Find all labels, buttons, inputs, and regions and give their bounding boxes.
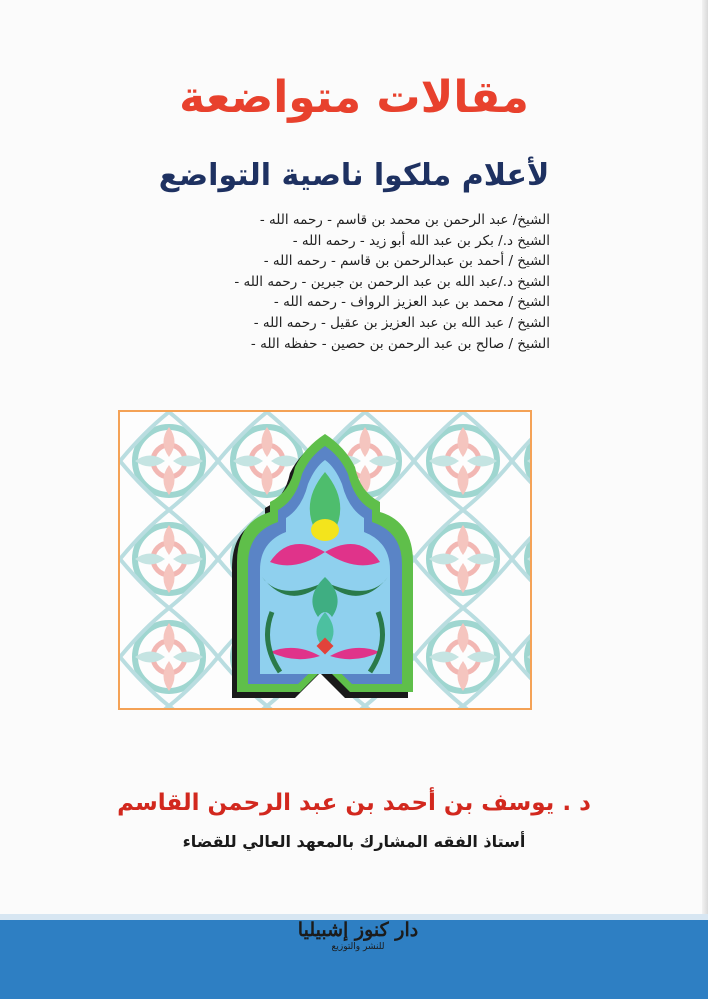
arabesque-artwork	[118, 410, 532, 710]
publisher-tagline: للنشر والتوزيع	[331, 942, 385, 952]
publisher-name: دار كنوز إشبيليا	[297, 919, 419, 941]
scholar-name: الشيخ د./عبد الله بن عبد الرحمن بن جبرين - رحمه الله -	[234, 273, 550, 290]
scholars-list	[150, 210, 550, 354]
scholar-name: الشيخ / عبد الله بن عبد العزيز بن عقيل - رحمه الله -	[253, 314, 550, 331]
scholar-name: الشيخ / أحمد بن عبدالرحمن بن قاسم - رحمه الله -	[263, 253, 550, 270]
scholar-name: الشيخ / محمد بن عبد العزيز الرواف - رحمه الله -	[273, 294, 550, 311]
publisher-logo	[288, 918, 428, 976]
book-title: مقالات متواضعة	[179, 72, 529, 123]
author-title: أستاذ الفقه المشارك بالمعهد العالي للقضاء	[182, 832, 526, 851]
author-name: د . يوسف بن أحمد بن عبد الرحمن القاسم	[117, 790, 591, 816]
book-subtitle: لأعلام ملكوا ناصية التواضع	[158, 158, 550, 193]
scholar-name: الشيخ/ عبد الرحمن بن محمد بن قاسم - رحمه الله -	[259, 212, 550, 228]
scholar-name: الشيخ / صالح بن عبد الرحمن بن حصين - حفظه الله -	[250, 335, 550, 352]
arabesque-illustration	[120, 412, 530, 708]
scholar-name: الشيخ د./ بكر بن عبد الله أبو زيد - رحمه الله -	[292, 232, 550, 249]
